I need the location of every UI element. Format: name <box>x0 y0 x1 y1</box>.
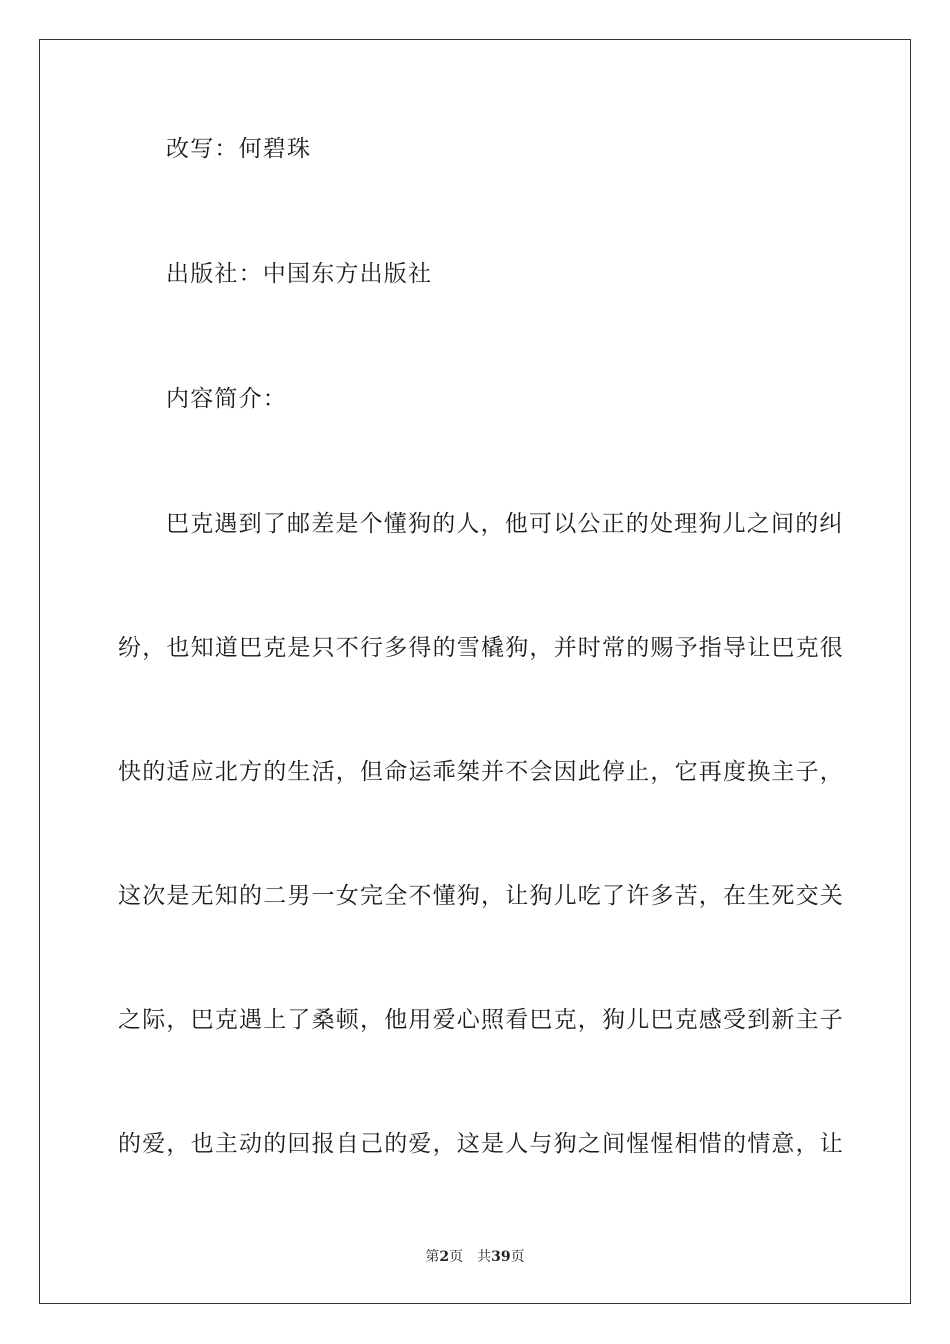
page-border <box>39 39 911 1304</box>
summary-heading: 内容简介： <box>166 386 287 412</box>
paragraph-line-6: 的爱，也主动的回报自己的爱，这是人与狗之间惺惺相惜的情意，让 <box>118 1131 844 1157</box>
total-prefix: 共 <box>477 1249 492 1265</box>
paragraph-line-2: 纷，也知道巴克是只不行多得的雪橇狗，并时常的赐予指导让巴克很 <box>118 635 844 661</box>
rewriter-line: 改写：何碧珠 <box>166 136 312 162</box>
total-pages: 39 <box>491 1249 511 1265</box>
page-suffix: 页 <box>449 1249 464 1265</box>
publisher-line: 出版社：中国东方出版社 <box>166 261 433 287</box>
paragraph-line-4: 这次是无知的二男一女完全不懂狗，让狗儿吃了许多苦，在生死交关 <box>118 883 844 909</box>
paragraph-line-5: 之际，巴克遇上了桑顿，他用爱心照看巴克，狗儿巴克感受到新主子 <box>118 1007 844 1033</box>
paragraph-line-1: 巴克遇到了邮差是个懂狗的人，他可以公正的处理狗儿之间的纠 <box>166 511 844 537</box>
page-footer <box>0 1248 950 1266</box>
total-suffix: 页 <box>510 1249 525 1265</box>
page-prefix: 第 <box>425 1249 440 1265</box>
page-number: 2 <box>439 1249 450 1265</box>
paragraph-line-3: 快的适应北方的生活，但命运乖桀并不会因此停止，它再度换主子， <box>118 759 844 785</box>
